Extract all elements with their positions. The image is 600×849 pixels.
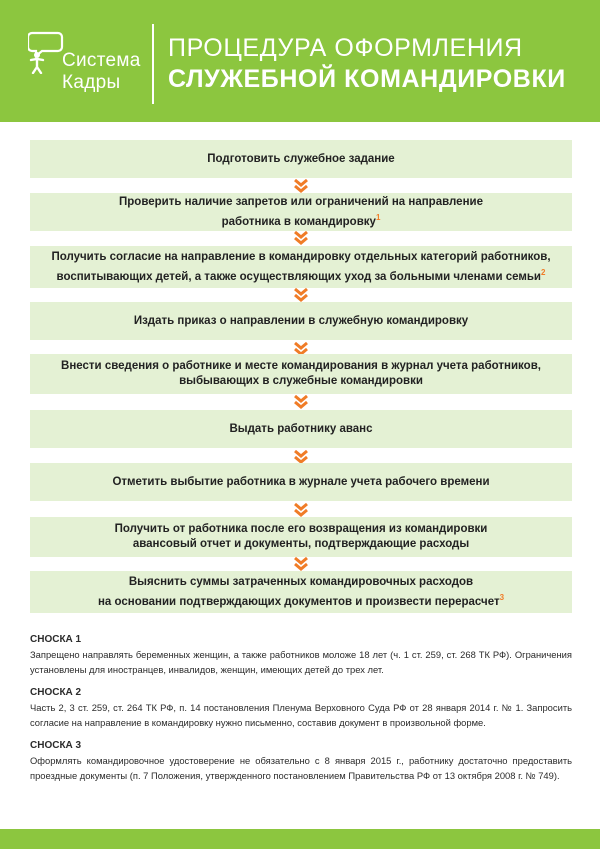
footnote-3 (30, 738, 572, 783)
footnotes (30, 632, 572, 791)
flow-step-7 (30, 463, 572, 501)
flow-step-3 (30, 246, 572, 288)
header-divider (152, 24, 154, 104)
chevron-down-icon (292, 503, 310, 517)
step-text-line-2: работника в командировку (221, 215, 376, 228)
step-text-line-2: на основании подтверждающих документов и произвести перерасчет (97, 595, 500, 608)
page-title (168, 33, 566, 95)
chevron-down-icon (292, 288, 310, 302)
footnote-1 (30, 632, 572, 677)
logo-line-1: Система (62, 50, 141, 71)
chevron-down-icon (292, 395, 310, 409)
footnote-ref: 3 (499, 592, 505, 602)
footnote-ref: 1 (375, 212, 381, 222)
chevron-down-icon (292, 231, 310, 245)
footnote-title: СНОСКА 3 (30, 740, 82, 751)
step-text-line-2: выбывающих в служебные командировки (179, 375, 423, 387)
header-banner (0, 0, 600, 122)
footnote-text: Запрещено направлять беременных женщин, а также работников моложе 18 лет (ч. 1 ст. 259, ст. 268 ТК РФ). Ограничения установлены для иностранцев, инвалидов, женщин, имеющих детей до трех лет. (30, 649, 572, 675)
flow-step-4 (30, 302, 572, 340)
footer-bar (0, 829, 600, 849)
logo-text (62, 50, 141, 94)
page-title-line-2: СЛУЖЕБНОЙ КОМАНДИРОВКИ (168, 65, 566, 93)
step-text-line-1: Получить согласие на направление в командировку отдельных категорий работников, (51, 250, 551, 263)
flow-step-2 (30, 193, 572, 231)
chevron-down-icon (292, 179, 310, 193)
step-text: Подготовить служебное задание (207, 152, 395, 165)
chevron-down-icon (292, 557, 310, 571)
footnote-title: СНОСКА 1 (30, 634, 82, 645)
logo-line-2: Кадры (62, 72, 121, 93)
flow-step-8 (30, 517, 572, 557)
page-title-line-1: ПРОЦЕДУРА ОФОРМЛЕНИЯ (168, 34, 523, 62)
flow-step-5 (30, 354, 572, 394)
step-text: Отметить выбытие работника в журнале учета рабочего времени (112, 475, 490, 488)
flow-step-6 (30, 410, 572, 448)
footnote-ref: 2 (541, 267, 546, 277)
step-text-line-1: Проверить наличие запретов или ограничений на направление (119, 195, 483, 208)
footnote-text: Часть 2, 3 ст. 259, ст. 264 ТК РФ, п. 14 постановления Пленума Верховного Суда РФ от 28 января 2014 г. № 1. Запросить согласие на направление в командировку нужно письменно, составив документ в произвольной форме. (30, 702, 572, 728)
step-text: Выдать работнику аванс (229, 422, 373, 435)
logo-person-bubble-icon (28, 30, 66, 74)
step-text-line-1: Выяснить суммы затраченных командировочных расходов (128, 575, 474, 588)
step-text-line-1: Получить от работника после его возвращения из командировки (114, 523, 488, 535)
logo (28, 30, 143, 100)
footnote-title: СНОСКА 2 (30, 687, 82, 698)
footnote-2 (30, 685, 572, 730)
step-text: Издать приказ о направлении в служебную командировку (133, 314, 469, 327)
flow-step-1 (30, 140, 572, 178)
flow-step-9 (30, 571, 572, 613)
footnote-text: Оформлять командировочное удостоверение не обязательно с 8 января 2015 г., работнику достаточно предоставить проездные документы (п. 7 Положения, утвержденного постановлением Правительства РФ от 13 октября 2008 г. № 749). (30, 755, 572, 781)
step-text-line-1: Внести сведения о работнике и месте командирования в журнал учета работников, (61, 360, 541, 372)
chevron-down-icon (292, 450, 310, 464)
step-text-line-2: воспитывающих детей, а также осуществляющих уход за больными членами семьи (56, 270, 541, 283)
step-text-line-2: авансовый отчет и документы, подтверждающие расходы (132, 538, 470, 550)
